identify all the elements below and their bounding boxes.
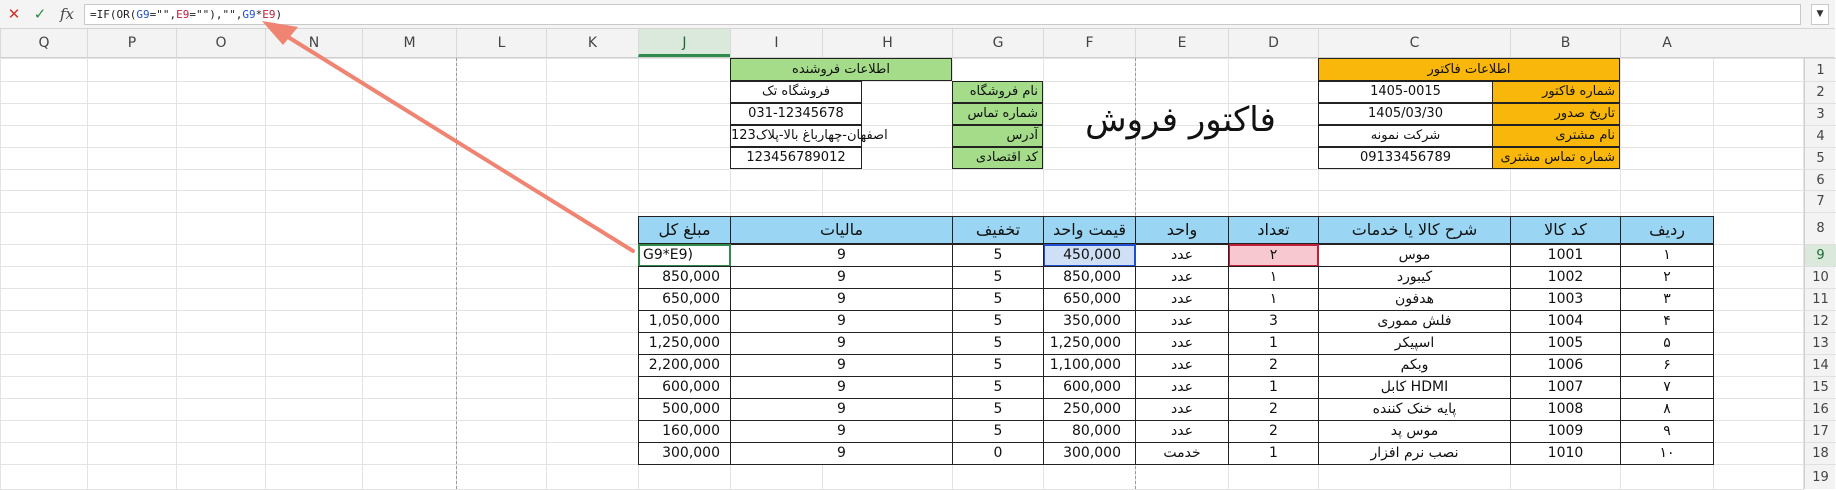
table-header-cell[interactable]: تعداد	[1228, 216, 1319, 244]
seller-field-value[interactable]: 031-12345678	[730, 103, 862, 125]
table-cell[interactable]: 850,000	[638, 266, 731, 289]
table-cell[interactable]: ۱	[1228, 266, 1319, 289]
column-header-d[interactable]: D	[1228, 29, 1318, 57]
table-cell[interactable]: کیبورد	[1318, 266, 1511, 289]
table-header-cell[interactable]: مبلغ کل	[638, 216, 731, 244]
column-header-f[interactable]: F	[1043, 29, 1135, 57]
seller-field-label[interactable]: آدرس	[952, 125, 1043, 147]
formula-part: ="",	[149, 8, 177, 21]
table-cell[interactable]: 5	[952, 398, 1044, 421]
table-cell[interactable]: 9	[730, 244, 953, 267]
row-header-11[interactable]: 11	[1805, 288, 1836, 310]
table-cell[interactable]: عدد	[1135, 332, 1229, 355]
table-cell[interactable]: 650,000	[638, 288, 731, 311]
column-header-g[interactable]: G	[952, 29, 1043, 57]
table-cell[interactable]: 5	[952, 354, 1044, 377]
row-header-2[interactable]: 2	[1805, 81, 1836, 103]
table-cell[interactable]: 1006	[1510, 354, 1621, 377]
column-header-p[interactable]: P	[87, 29, 176, 57]
table-cell[interactable]: ۷	[1620, 376, 1714, 399]
formula-part: )	[275, 8, 283, 21]
table-cell[interactable]: 1008	[1510, 398, 1621, 421]
table-cell[interactable]: 650,000	[1043, 288, 1136, 311]
table-cell[interactable]: 9	[730, 310, 953, 333]
table-header-cell[interactable]: شرح کالا یا خدمات	[1318, 216, 1511, 244]
row-header-16[interactable]: 16	[1805, 398, 1836, 420]
table-cell[interactable]: 9	[730, 420, 953, 443]
table-cell[interactable]: عدد	[1135, 398, 1229, 421]
column-header-i[interactable]: I	[730, 29, 822, 57]
table-cell[interactable]: ۳	[1620, 288, 1714, 311]
table-cell[interactable]: 500,000	[638, 398, 731, 421]
row-header-8[interactable]: 8	[1805, 212, 1836, 244]
table-cell[interactable]: ۹	[1620, 420, 1714, 443]
invoice-field-label[interactable]: شماره فاکتور	[1492, 81, 1620, 103]
table-cell[interactable]: 1004	[1510, 310, 1621, 333]
formula-part: *	[255, 8, 263, 21]
table-cell[interactable]: 9	[730, 376, 953, 399]
column-header-j[interactable]: J	[638, 29, 730, 57]
table-cell[interactable]: عدد	[1135, 310, 1229, 333]
table-cell[interactable]: 1009	[1510, 420, 1621, 443]
row-header-7[interactable]: 7	[1805, 190, 1836, 212]
column-header-l[interactable]: L	[456, 29, 546, 57]
table-cell[interactable]: 1,100,000	[1043, 354, 1136, 377]
row-header-6[interactable]: 6	[1805, 169, 1836, 190]
column-header-a[interactable]: A	[1620, 29, 1713, 57]
table-cell[interactable]: 2	[1228, 398, 1319, 421]
table-cell[interactable]: نصب نرم افزار	[1318, 442, 1511, 465]
table-cell[interactable]: 1,250,000	[1043, 332, 1136, 355]
invoice-field-value[interactable]: 1405-0015	[1318, 81, 1493, 103]
table-cell[interactable]: ۱۰	[1620, 442, 1714, 465]
row-header-18[interactable]: 18	[1805, 442, 1836, 464]
column-header-n[interactable]: N	[265, 29, 362, 57]
formula-part: =""),"",	[189, 8, 243, 21]
table-cell[interactable]: 1002	[1510, 266, 1621, 289]
invoice-field-label[interactable]: تاریخ صدور	[1492, 103, 1620, 125]
table-cell[interactable]: 2	[1228, 354, 1319, 377]
table-cell[interactable]: 1010	[1510, 442, 1621, 465]
table-cell[interactable]: موس پد	[1318, 420, 1511, 443]
row-header-12[interactable]: 12	[1805, 310, 1836, 332]
column-header-e[interactable]: E	[1135, 29, 1228, 57]
cell-g9-reference[interactable]: 450,000	[1043, 244, 1136, 267]
table-cell[interactable]: 9	[730, 398, 953, 421]
table-cell[interactable]: 3	[1228, 310, 1319, 333]
formula-ref-g9: G9	[242, 8, 256, 21]
seller-field-value[interactable]: 123456789012	[730, 147, 862, 169]
table-cell[interactable]: عدد	[1135, 354, 1229, 377]
table-cell[interactable]: 1,050,000	[638, 310, 731, 333]
table-cell[interactable]: عدد	[1135, 376, 1229, 399]
table-cell[interactable]: 9	[730, 266, 953, 289]
row-header-19[interactable]: 19	[1805, 464, 1836, 489]
table-cell[interactable]: 600,000	[1043, 376, 1136, 399]
table-cell[interactable]: 9	[730, 288, 953, 311]
table-cell[interactable]: 1007	[1510, 376, 1621, 399]
seller-field-label[interactable]: نام فروشگاه	[952, 81, 1043, 103]
table-cell[interactable]: 5	[952, 310, 1044, 333]
row-header-1[interactable]: 1	[1805, 58, 1836, 81]
table-header-cell[interactable]: ردیف	[1620, 216, 1714, 244]
table-cell[interactable]: 250,000	[1043, 398, 1136, 421]
table-cell[interactable]: ۱	[1620, 244, 1714, 267]
table-cell[interactable]: 1	[1228, 376, 1319, 399]
table-cell[interactable]: اسپیکر	[1318, 332, 1511, 355]
invoice-info-header[interactable]: اطلاعات فاکتور	[1318, 58, 1620, 81]
table-cell[interactable]: 350,000	[1043, 310, 1136, 333]
table-cell[interactable]: موس	[1318, 244, 1511, 267]
table-cell[interactable]: عدد	[1135, 420, 1229, 443]
table-header-cell[interactable]: واحد	[1135, 216, 1229, 244]
table-header-cell[interactable]: کد کالا	[1510, 216, 1621, 244]
table-cell[interactable]: 5	[952, 376, 1044, 399]
row-header-9[interactable]: 9	[1805, 244, 1836, 266]
formula-ref-g9: G9	[136, 8, 150, 21]
seller-field-label[interactable]: کد اقتصادی	[952, 147, 1043, 169]
table-cell[interactable]: هدفون	[1318, 288, 1511, 311]
table-cell[interactable]: 5	[952, 420, 1044, 443]
table-cell[interactable]: عدد	[1135, 244, 1229, 267]
arrow-shaft	[280, 32, 633, 251]
table-cell[interactable]: 1003	[1510, 288, 1621, 311]
row-header-13[interactable]: 13	[1805, 332, 1836, 354]
table-cell[interactable]: عدد	[1135, 288, 1229, 311]
table-cell[interactable]: پایه خنک کننده	[1318, 398, 1511, 421]
table-cell[interactable]: 80,000	[1043, 420, 1136, 443]
seller-field-value[interactable]: اصفهان-چهارباغ بالا-پلاک123	[730, 125, 862, 147]
row-header-10[interactable]: 10	[1805, 266, 1836, 288]
column-header-c[interactable]: C	[1318, 29, 1510, 57]
row-header-3[interactable]: 3	[1805, 103, 1836, 125]
column-header-q[interactable]: Q	[0, 29, 87, 57]
table-cell[interactable]: 300,000	[1043, 442, 1136, 465]
column-header-m[interactable]: M	[362, 29, 456, 57]
table-cell[interactable]: عدد	[1135, 266, 1229, 289]
invoice-field-label[interactable]: شماره تماس مشتری	[1492, 147, 1620, 169]
invoice-field-value[interactable]: شرکت نمونه	[1318, 125, 1493, 147]
seller-info-header[interactable]: اطلاعات فروشنده	[730, 58, 952, 81]
cell-e9-reference[interactable]: ۲	[1228, 244, 1319, 267]
formula-part: =IF(OR(	[90, 8, 137, 21]
column-header-k[interactable]: K	[546, 29, 638, 57]
table-cell[interactable]: 1	[1228, 442, 1319, 465]
table-cell[interactable]: ۲	[1620, 266, 1714, 289]
table-cell[interactable]: 5	[952, 266, 1044, 289]
invoice-field-value[interactable]: 1405/03/30	[1318, 103, 1493, 125]
invoice-field-value[interactable]: 09133456789	[1318, 147, 1493, 169]
table-cell[interactable]: 2,200,000	[638, 354, 731, 377]
cancel-icon[interactable]: ✕	[7, 5, 21, 23]
row-header-5[interactable]: 5	[1805, 147, 1836, 169]
table-cell[interactable]: ۴	[1620, 310, 1714, 333]
row-header-15[interactable]: 15	[1805, 376, 1836, 398]
formula-ref-e9: E9	[262, 8, 276, 21]
invoice-title: فاکتور فروش	[1085, 100, 1276, 140]
table-cell[interactable]: فلش مموری	[1318, 310, 1511, 333]
table-cell[interactable]: خدمت	[1135, 442, 1229, 465]
expand-formula-icon[interactable]: ▼	[1811, 4, 1829, 25]
active-cell-j9[interactable]: G9*E9)	[638, 244, 731, 267]
table-cell[interactable]: وبکم	[1318, 354, 1511, 377]
table-cell[interactable]: 9	[730, 332, 953, 355]
row-header-14[interactable]: 14	[1805, 354, 1836, 376]
enter-icon[interactable]: ✓	[33, 5, 47, 23]
table-header-cell[interactable]: مالیات	[730, 216, 953, 244]
seller-field-label[interactable]: شماره تماس	[952, 103, 1043, 125]
formula-ref-e9: E9	[176, 8, 190, 21]
table-cell[interactable]: 5	[952, 332, 1044, 355]
table-header-cell[interactable]: تخفیف	[952, 216, 1044, 244]
table-cell[interactable]: ۶	[1620, 354, 1714, 377]
row-header-4[interactable]: 4	[1805, 125, 1836, 147]
table-cell[interactable]: کابل HDMI	[1318, 376, 1511, 399]
table-cell[interactable]: 300,000	[638, 442, 731, 465]
invoice-field-label[interactable]: نام مشتری	[1492, 125, 1620, 147]
table-cell[interactable]: 5	[952, 244, 1044, 267]
row-header-17[interactable]: 17	[1805, 420, 1836, 442]
table-cell[interactable]: 1005	[1510, 332, 1621, 355]
column-header-h[interactable]: H	[822, 29, 952, 57]
table-cell[interactable]: 0	[952, 442, 1044, 465]
table-cell[interactable]: 9	[730, 354, 953, 377]
table-cell[interactable]: 5	[952, 288, 1044, 311]
seller-field-value[interactable]: فروشگاه تک	[730, 81, 862, 103]
column-header-o[interactable]: O	[176, 29, 265, 57]
table-cell[interactable]: 1001	[1510, 244, 1621, 267]
table-cell[interactable]: 1,250,000	[638, 332, 731, 355]
table-cell[interactable]: 850,000	[1043, 266, 1136, 289]
table-cell[interactable]: 9	[730, 442, 953, 465]
table-cell[interactable]: ۵	[1620, 332, 1714, 355]
table-cell[interactable]: ۸	[1620, 398, 1714, 421]
table-cell[interactable]: ۱	[1228, 288, 1319, 311]
fx-button[interactable]: fx	[59, 5, 74, 23]
table-cell[interactable]: 160,000	[638, 420, 731, 443]
table-cell[interactable]: 1	[1228, 332, 1319, 355]
table-cell[interactable]: 2	[1228, 420, 1319, 443]
table-header-cell[interactable]: قیمت واحد	[1043, 216, 1136, 244]
table-cell[interactable]: 600,000	[638, 376, 731, 399]
column-header-b[interactable]: B	[1510, 29, 1620, 57]
